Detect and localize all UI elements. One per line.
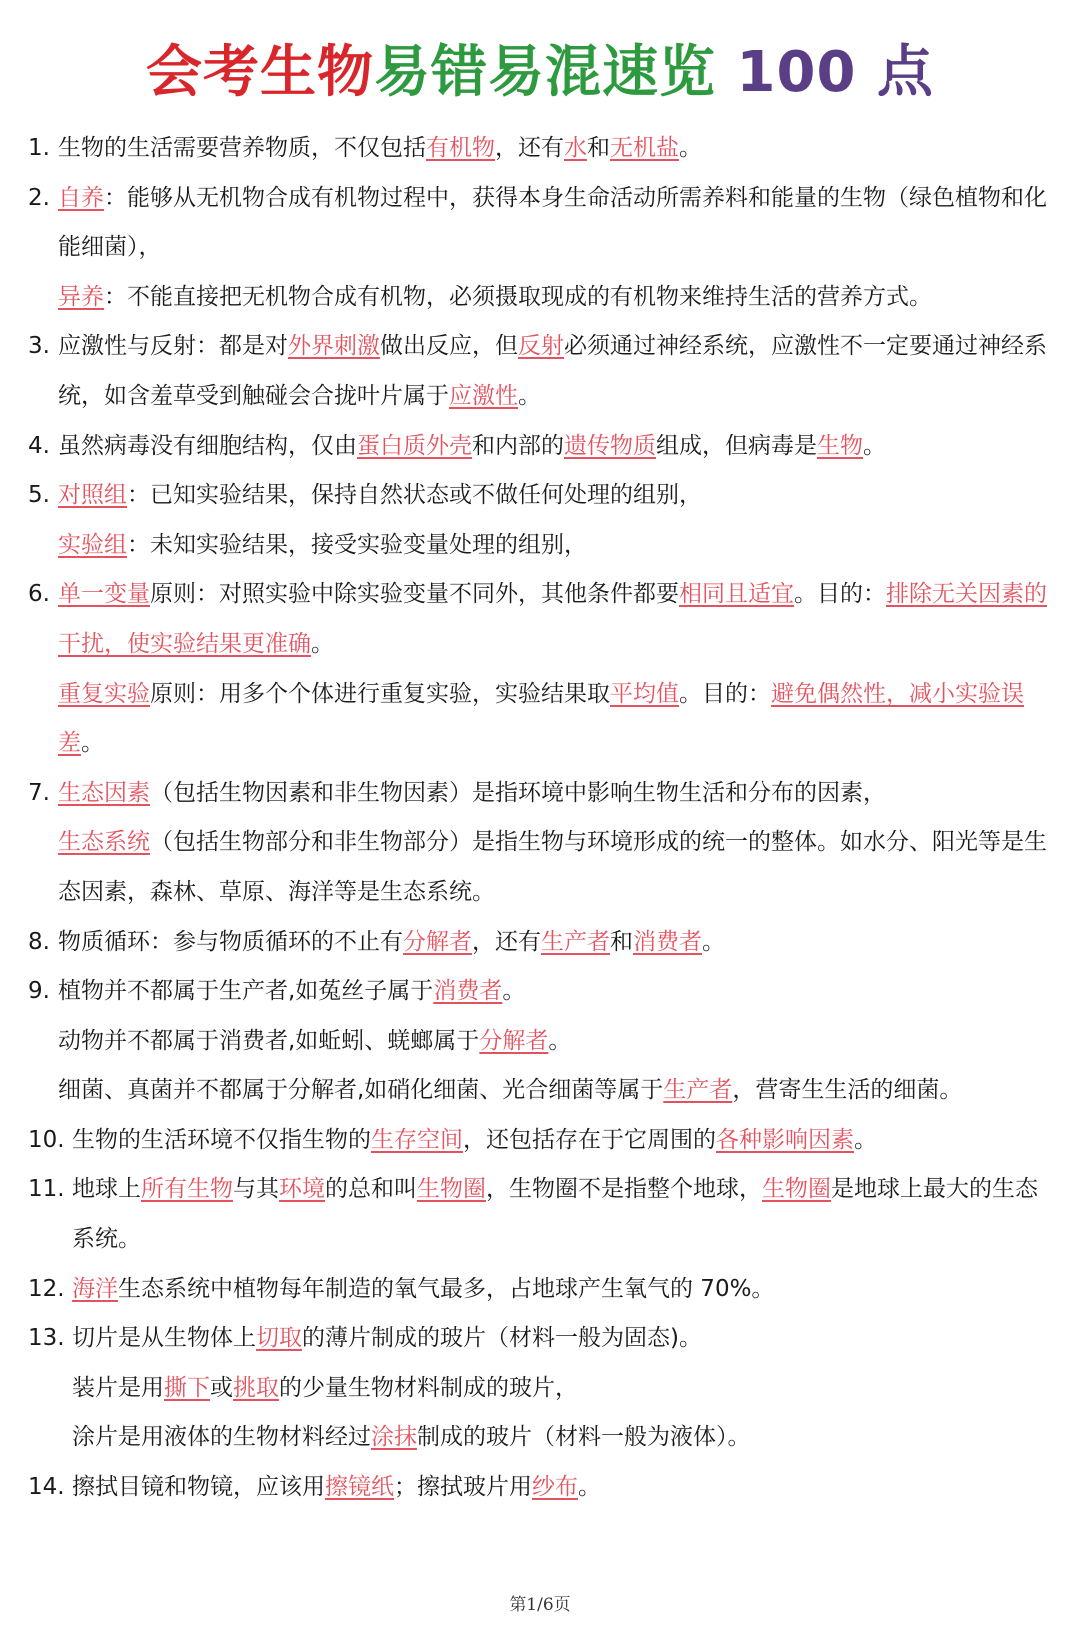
item-number: 11. <box>28 1176 65 1203</box>
highlight-term: 涂抹 <box>371 1424 417 1451</box>
item-text: 与其 <box>233 1176 279 1203</box>
highlight-term: 有机物 <box>426 135 495 161</box>
highlight-term: 水 <box>564 135 587 161</box>
item-text: ，还包括存在于它周围的 <box>463 1126 716 1153</box>
item-text: 必须通过神经系统，应激性不一定要通过神经系统，如含羞草受到触碰会合拢叶片属于 <box>58 333 1047 409</box>
item-text: 擦拭目镜和物镜，应该用 <box>72 1474 325 1501</box>
item-list <box>28 124 1058 1513</box>
item-text: 切片是从生物体上 <box>72 1325 256 1352</box>
list-item <box>28 174 1058 323</box>
highlight-term: 重复实验 <box>58 680 150 707</box>
highlight-term: 切取 <box>256 1325 302 1352</box>
item-paragraph <box>58 174 1058 273</box>
item-paragraph <box>58 670 1058 769</box>
highlight-term: 海洋 <box>72 1275 118 1302</box>
item-text: 生态系统中植物每年制造的氧气最多，占地球产生氧气的 70%。 <box>118 1275 775 1302</box>
item-text: ：已知实验结果，保持自然状态或不做任何处理的组别， <box>127 482 702 509</box>
highlight-term: 平均值 <box>610 680 679 707</box>
item-text: 应激性与反射：都是对 <box>58 333 288 360</box>
item-text: 虽然病毒没有细胞结构，仅由 <box>58 432 357 459</box>
highlight-term: 蛋白质外壳 <box>357 432 472 459</box>
highlight-term: 应激性 <box>449 382 518 409</box>
item-text: 。 <box>702 928 725 955</box>
item-text: 或 <box>210 1374 233 1401</box>
item-number: 14. <box>28 1474 65 1501</box>
item-text: 植物并不都属于生产者,如菟丝子属于 <box>58 978 434 1005</box>
item-text: 组成，但病毒是 <box>656 432 817 459</box>
list-item <box>28 1165 1058 1264</box>
item-text: ，生物圈不是指整个地球， <box>486 1176 762 1203</box>
highlight-term: 排除无关因素的干扰，使实验结果更准确 <box>58 581 1047 657</box>
item-text: （包括生物因素和非生物因素）是指环境中影响生物生活和分布的因素， <box>150 779 886 806</box>
highlight-term: 环境 <box>279 1176 325 1203</box>
item-number: 3. <box>28 333 50 360</box>
item-text: 。 <box>518 382 541 409</box>
highlight-term: 消费者 <box>633 928 702 955</box>
item-text: （包括生物部分和非生物部分）是指生物与环境形成的统一的整体。如水分、阳光等是生态因素，森林、草原、海洋等是生态系统。 <box>58 829 1047 905</box>
item-text: 和 <box>587 135 610 161</box>
item-body <box>58 124 1058 174</box>
item-text: 。 <box>578 1474 601 1501</box>
item-text: ：不能直接把无机物合成有机物，必须摄取现成的有机物来维持生活的营养方式。 <box>104 283 932 310</box>
item-text: 。目的： <box>679 680 771 707</box>
item-number: 5. <box>28 482 50 509</box>
page-number: 第1/6页 <box>509 1595 571 1615</box>
highlight-term: 实验组 <box>58 531 127 558</box>
item-text: 做出反应，但 <box>380 333 518 360</box>
highlight-term: 所有生物 <box>141 1176 233 1203</box>
item-paragraph <box>58 1017 1058 1067</box>
item-paragraph <box>58 570 1058 669</box>
list-item <box>28 471 1058 570</box>
highlight-term: 外界刺激 <box>288 333 380 360</box>
highlight-term: 自养 <box>58 184 104 211</box>
list-item <box>28 918 1058 968</box>
item-paragraph <box>58 471 1058 521</box>
item-text: 生物的生活需要营养物质，不仅包括 <box>58 135 426 161</box>
item-body <box>72 1265 1058 1315</box>
item-text: 。 <box>548 1027 572 1054</box>
item-text: 。 <box>311 630 334 657</box>
item-text: 是地球上最大的生态系统。 <box>72 1176 1038 1253</box>
item-text: 装片是用 <box>72 1374 164 1401</box>
item-body <box>72 1463 1058 1513</box>
item-body <box>72 1314 1058 1463</box>
highlight-term: 无机盐 <box>610 135 679 161</box>
item-paragraph <box>72 1314 1058 1364</box>
item-number: 2. <box>28 184 50 211</box>
title-part-purple: 100 点 <box>716 40 934 105</box>
item-paragraph <box>72 1265 1058 1315</box>
item-text: 细菌、真菌并不都属于分解者,如硝化细菌、光合细菌等属于 <box>58 1077 664 1104</box>
item-text: 。 <box>81 730 104 757</box>
item-body <box>58 967 1058 1116</box>
highlight-term: 异养 <box>58 283 104 310</box>
item-text: 地球上 <box>72 1176 141 1203</box>
item-paragraph <box>58 273 1058 323</box>
item-text: 的总和叫 <box>325 1176 417 1203</box>
item-text: 动物并不都属于消费者,如蚯蚓、蜣螂属于 <box>58 1027 480 1054</box>
highlight-term: 遗传物质 <box>564 432 656 459</box>
item-number: 12. <box>28 1275 65 1302</box>
item-body <box>72 1165 1058 1264</box>
item-paragraph <box>58 769 1058 819</box>
highlight-term: 相同且适宜 <box>679 581 794 608</box>
item-number: 4. <box>28 432 50 459</box>
item-paragraph <box>72 1116 1058 1166</box>
highlight-term: 生产者 <box>663 1077 733 1104</box>
item-paragraph <box>58 124 1058 174</box>
item-text: 涂片是用液体的生物材料经过 <box>72 1424 371 1451</box>
list-item <box>28 422 1058 472</box>
item-body <box>58 471 1058 570</box>
item-number: 1. <box>28 135 50 161</box>
highlight-term: 生态系统 <box>58 829 150 856</box>
item-text: 物质循环：参与物质循环的不止有 <box>58 928 403 955</box>
item-paragraph <box>58 521 1058 571</box>
item-body <box>58 174 1058 323</box>
item-paragraph <box>58 818 1058 917</box>
item-text: 生物的生活环境不仅指生物的 <box>72 1126 371 1153</box>
highlight-term: 生物圈 <box>417 1176 486 1203</box>
list-item <box>28 570 1058 768</box>
list-item <box>28 967 1058 1116</box>
item-number: 7. <box>28 779 50 806</box>
list-item <box>28 769 1058 918</box>
item-text: 原则：用多个个体进行重复实验，实验结果取 <box>150 680 610 707</box>
item-text: 。 <box>863 432 886 459</box>
highlight-term: 撕下 <box>164 1374 210 1401</box>
list-item <box>28 1116 1058 1166</box>
item-body <box>72 1116 1058 1166</box>
item-number: 9. <box>28 978 50 1005</box>
item-number: 6. <box>28 581 50 608</box>
highlight-term: 生态因素 <box>58 779 150 806</box>
item-body <box>58 322 1058 421</box>
item-paragraph <box>58 918 1058 968</box>
list-item <box>28 124 1058 174</box>
highlight-term: 挑取 <box>233 1374 279 1401</box>
item-number: 10. <box>28 1126 65 1153</box>
item-paragraph <box>72 1364 1058 1414</box>
item-text: 和内部的 <box>472 432 564 459</box>
highlight-term: 消费者 <box>433 978 503 1005</box>
item-body <box>58 769 1058 918</box>
item-paragraph <box>58 1066 1058 1116</box>
item-text: 原则：对照实验中除实验变量不同外，其他条件都要 <box>150 581 679 608</box>
highlight-term: 纱布 <box>532 1474 578 1501</box>
list-item <box>28 1314 1058 1463</box>
item-text: ，还有 <box>472 928 541 955</box>
item-body <box>58 570 1058 768</box>
item-text: ，营寄生生活的细菌。 <box>732 1077 963 1104</box>
list-item <box>28 322 1058 421</box>
item-paragraph <box>58 422 1058 472</box>
highlight-term: 避免偶然性，减小实验误差 <box>58 680 1024 757</box>
item-text: ；擦拭玻片用 <box>394 1474 532 1501</box>
item-text: ：能够从无机物合成有机物过程中，获得本身生命活动所需养料和能量的生物（绿色植物和化能细菌）， <box>58 184 1047 261</box>
highlight-term: 分解者 <box>479 1027 549 1054</box>
item-text: 。 <box>854 1126 877 1153</box>
item-body <box>58 422 1058 472</box>
item-number: 13. <box>28 1325 65 1352</box>
highlight-term: 对照组 <box>58 482 127 509</box>
item-paragraph <box>58 967 1058 1017</box>
item-text: 。 <box>679 135 702 161</box>
item-paragraph <box>72 1463 1058 1513</box>
item-paragraph <box>58 322 1058 421</box>
item-number: 8. <box>28 928 50 955</box>
highlight-term: 反射 <box>518 333 564 360</box>
highlight-term: 各种影响因素 <box>716 1126 854 1153</box>
item-text: ：未知实验结果，接受实验变量处理的组别， <box>127 531 587 558</box>
item-text: 制成的玻片（材料一般为液体）。 <box>417 1424 751 1451</box>
item-body <box>58 918 1058 968</box>
list-item <box>28 1463 1058 1513</box>
item-paragraph <box>72 1165 1058 1264</box>
highlight-term: 生物圈 <box>762 1176 831 1203</box>
item-text: 和 <box>610 928 633 955</box>
item-text: 的少量生物材料制成的玻片， <box>279 1374 578 1401</box>
list-item <box>28 1265 1058 1315</box>
item-text: 的薄片制成的玻片（材料一般为固态)。 <box>302 1325 702 1352</box>
title-part-green: 易错易混速览 <box>374 40 717 105</box>
highlight-term: 擦镜纸 <box>325 1474 394 1501</box>
highlight-term: 生存空间 <box>371 1126 463 1153</box>
item-text: 。目的： <box>794 581 886 608</box>
title-part-red: 会考生物 <box>146 40 375 105</box>
page-title <box>0 28 1080 108</box>
item-text: ，还有 <box>495 135 564 161</box>
highlight-term: 生产者 <box>541 928 610 955</box>
highlight-term: 分解者 <box>403 928 472 955</box>
highlight-term: 生物 <box>817 432 863 459</box>
item-text: 。 <box>502 978 526 1005</box>
highlight-term: 单一变量 <box>58 581 150 608</box>
item-paragraph <box>72 1413 1058 1463</box>
